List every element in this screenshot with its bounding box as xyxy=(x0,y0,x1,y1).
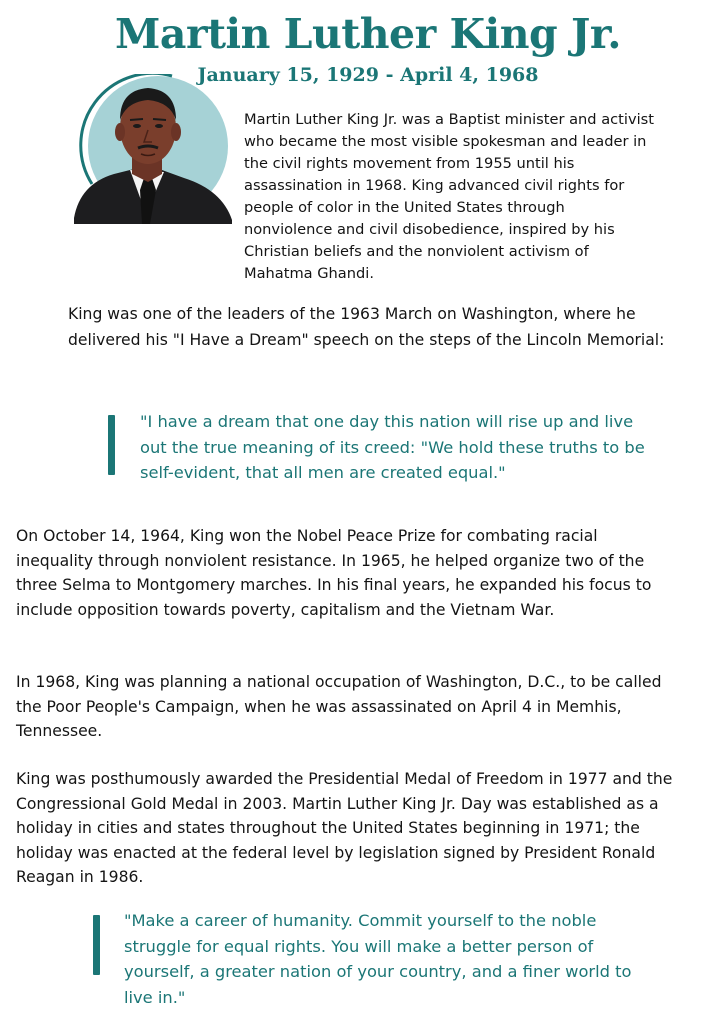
page-title: Martin Luther King Jr. xyxy=(115,10,621,58)
campaign-paragraph: In 1968, King was planning a national occupation of Washington, D.C., to be called the Poor People's Campaign, when he was assassinated on April 4 in Memhis, Tennessee. xyxy=(16,673,662,740)
portrait-eye-right xyxy=(155,124,163,128)
portrait-ear-left xyxy=(115,123,125,141)
life-dates: January 15, 1929 - April 4, 1968 xyxy=(197,64,539,86)
quote-bar-1 xyxy=(108,415,115,475)
portrait-illustration-icon xyxy=(62,74,237,234)
portrait-eye-left xyxy=(133,124,141,128)
intro-paragraph: Martin Luther King Jr. was a Baptist minister and activist who became the most visible spokesman and leader in the civil rights movement from 1955 until his assassination in 1968. King advanced civil rights for people of color in the United States through nonviolence and civil disobedience, inspired by his Christian beliefs and the nonviolent activism of Mahatma Ghandi. xyxy=(244,111,654,282)
quote-bar-2 xyxy=(93,915,100,975)
awards-paragraph: King was posthumously awarded the Presidential Medal of Freedom in 1977 and the Congressional Gold Medal in 2003. Martin Luther King Jr. Day was established as a holiday in cities and states throughout the United States beginning in 1971; the holiday was enacted at the federal level by legislation signed by President Ronald Reagan in 1986. xyxy=(16,770,673,886)
dream-quote: "I have a dream that one day this nation will rise up and live out the true meaning of its creed: "We hold these truths to be self-evident, that all men are created equal." xyxy=(140,412,645,482)
march-paragraph: King was one of the leaders of the 1963 March on Washington, where he delivered his "I Have a Dream" speech on the steps of the Lincoln Memorial: xyxy=(68,305,665,349)
nobel-paragraph: On October 14, 1964, King won the Nobel Peace Prize for combating racial inequality through nonviolent resistance. In 1965, he helped organize two of the three Selma to Montgomery marches. In his final years, he expanded his focus to include opposition towards poverty, capitalism and the Vietnam War. xyxy=(16,527,652,619)
humanity-quote: "Make a career of humanity. Commit yourself to the noble struggle for equal rights. You will make a better person of yourself, a greater nation of your country, and a finer world to live in." xyxy=(124,911,632,1007)
portrait-ear-right xyxy=(171,123,181,141)
